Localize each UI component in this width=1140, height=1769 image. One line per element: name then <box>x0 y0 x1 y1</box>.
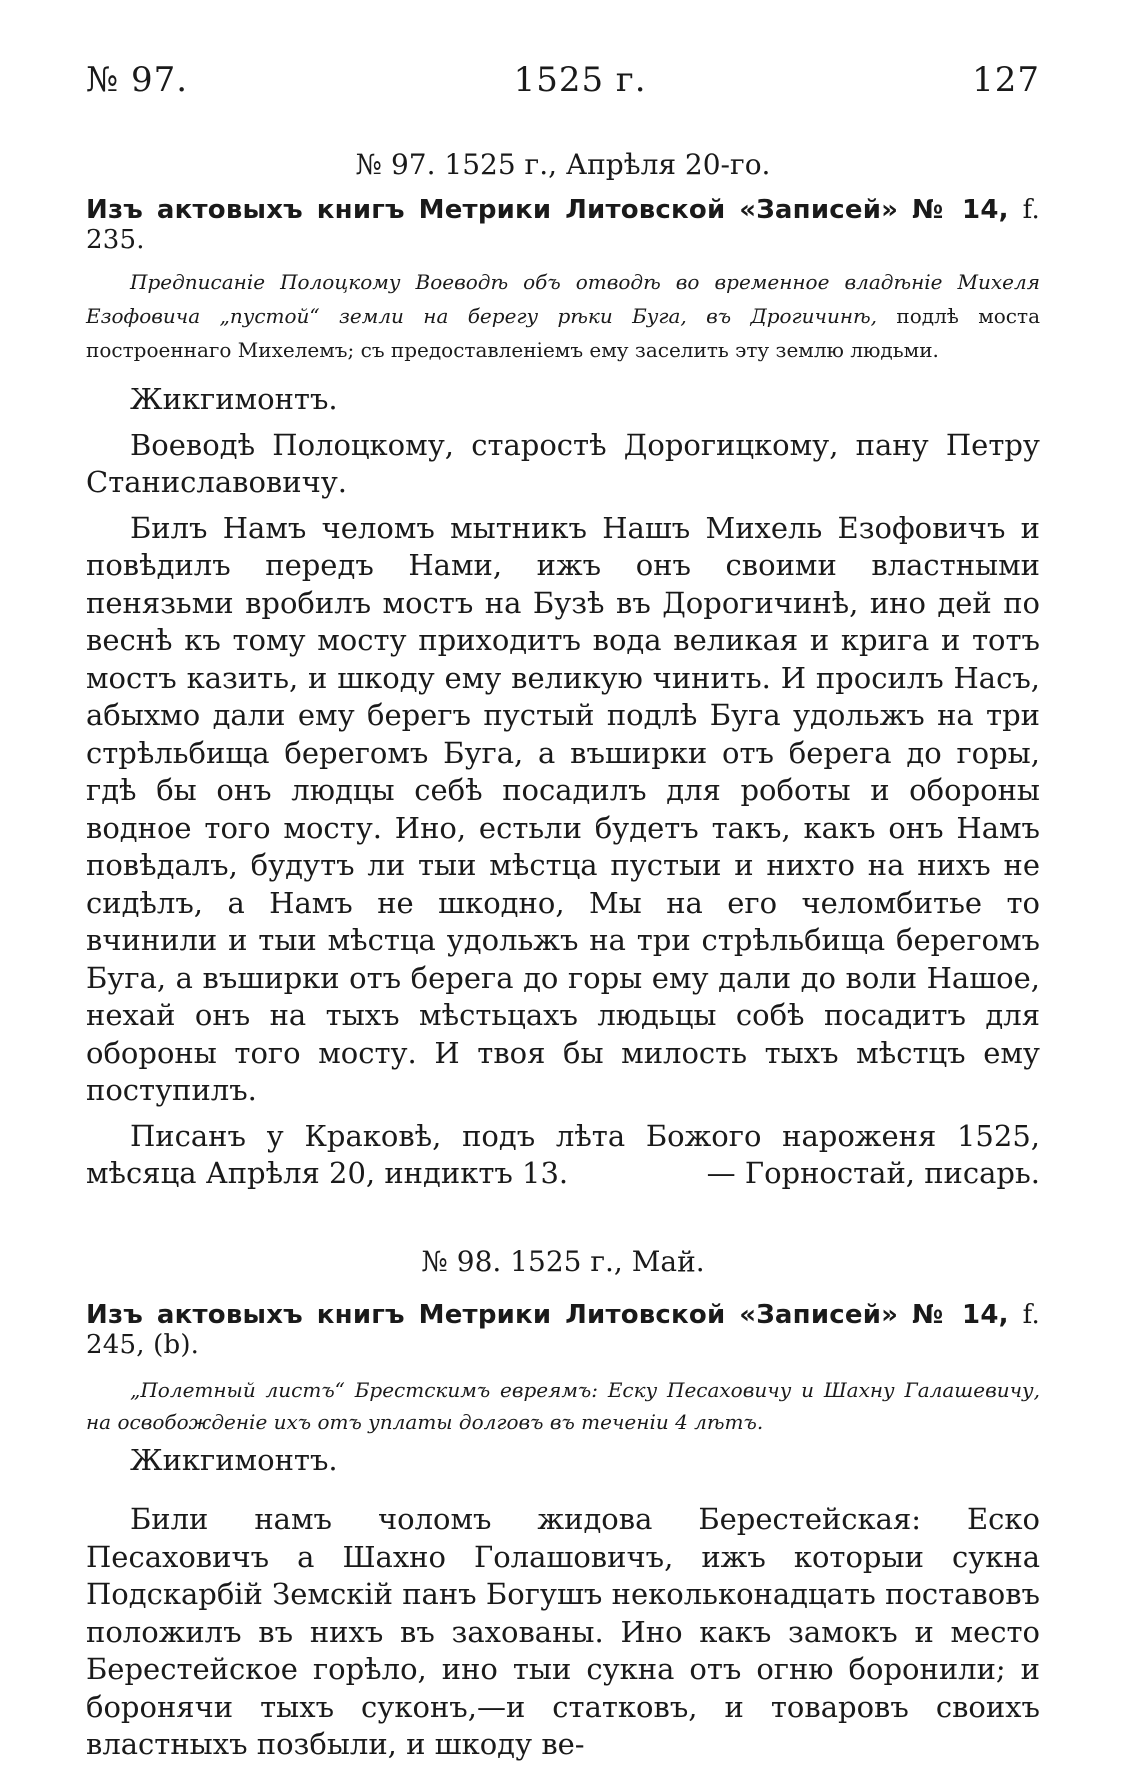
document-heading: № 98. 1525 г., Май. <box>421 1244 705 1278</box>
source-folio: f. 235. <box>86 195 1040 255</box>
source-archive: Изъ актовыхъ книгъ Метрики Литовской «Записей» № 14, <box>86 195 1009 225</box>
main-text: Били намъ чоломъ жидова Берестейская: Еско Песаховичъ а Шахно Голашовичъ, ижъ которыи сукна Подскарбій Земскій панъ Богушъ некольконадцать поставовъ положилъ въ нихъ въ захованы. Ино какъ замокъ и место Берестейское горѣло, ино тыи сукна отъ огню боронили; и боронячи тыхъ суконъ,—и статковъ, и товаровъ своихъ властныхъ позбыли, и шкоду ве- <box>86 1502 1040 1761</box>
ruler-name: Жикгимонтъ. <box>130 382 338 416</box>
main-text: Билъ Намъ челомъ мытникъ Нашъ Михель Езофовичъ и повѣдилъ передъ Нами, ижъ онъ своими властными пенязьми вробилъ мостъ на Бузѣ въ Дорогичинѣ, ино дей по веснѣ къ тому мосту приходитъ вода великая и крига и тотъ мостъ казить, и шкоду ему великую чинить. И просилъ Насъ, абыхмо дали ему берегъ пустый подлѣ Буга удольжъ на три стрѣльбища берегомъ Буга, а въширки отъ берега до горы, гдѣ бы онъ людцы себѣ посадилъ для роботы и обороны водное того мосту. Ино, естьли будетъ такъ, какъ онъ Намъ повѣдалъ, будутъ ли тыи мѣстца пустыи и нихто на нихъ не сидѣлъ, а Намъ не шкодно, Мы на его челомбитье то вчинили и тыи мѣстца удольжъ на три стрѣльбища берегомъ Буга, а въширки отъ берега до горы ему дали до воли Нашое, нехай онъ на тыхъ мѣстьцахъ людьцы собѣ посадитъ для обороны того мосту. И твоя бы милость тыхъ мѣстцъ ему поступилъ. <box>86 510 1040 1107</box>
header-year: 1525 г. <box>513 60 647 100</box>
document-text <box>86 1442 1040 1764</box>
document-97 <box>86 148 1040 1193</box>
document-98 <box>86 1245 1040 1764</box>
summary-italic: Предписаніе Полоцкому Воеводѣ объ отводѣ во временное владѣніе Михеля Езофовича „пустой“ земли на берегу рѣки Буга, въ Дрогичинѣ, <box>86 270 1040 328</box>
dating-clause: Писанъ у Краковѣ, подъ лѣта Божого нароженя 1525, мѣсяца Апрѣля 20, индиктъ 13. <box>86 1118 1040 1190</box>
addressee: Воеводѣ Полоцкому, старостѣ Дорогицкому, пану Петру Станиславовичу. <box>86 427 1040 499</box>
document-summary <box>86 265 1040 367</box>
book-page <box>86 60 1040 1764</box>
header-document-number: № 97. <box>86 60 189 100</box>
summary-plain: подлѣ моста построеннаго Михелемъ; съ предоставленіемъ ему заселить эту землю людьми. <box>86 304 1040 362</box>
closing-line <box>86 1118 1040 1193</box>
page-number: 127 <box>972 60 1040 100</box>
running-head <box>86 60 1040 100</box>
source-folio: f. 245, (b). <box>86 1299 1040 1360</box>
source-reference <box>86 1300 1040 1360</box>
ruler-name: Жикгимонтъ. <box>130 1442 338 1477</box>
scribe-signature: — Горностай, писарь. <box>706 1156 1040 1190</box>
document-summary: „Полетный листъ“ Брестскимъ евреямъ: Еску Песаховичу и Шахну Галашевичу, на освобожденіе ихъ отъ уплаты долговъ въ теченіи 4 лѣтъ. <box>86 1377 1040 1434</box>
document-text <box>86 381 1040 1193</box>
source-reference <box>86 195 1040 255</box>
source-archive: Изъ актовыхъ книгъ Метрики Литовской «Записей» № 14, <box>86 1299 1009 1330</box>
document-heading: № 97. 1525 г., Апрѣля 20-го. <box>355 148 771 181</box>
